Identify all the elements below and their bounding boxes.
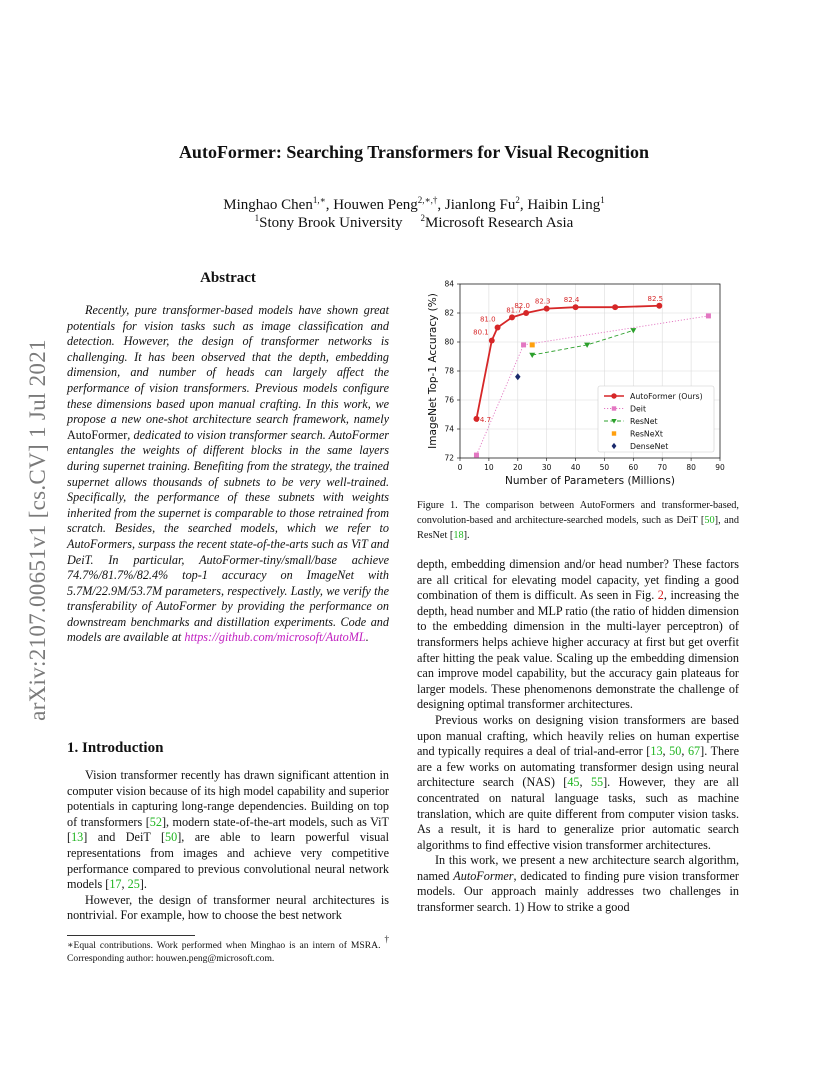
x-tick-label: 40 bbox=[570, 463, 581, 472]
legend-label-resnext: ResNeXt bbox=[630, 429, 663, 439]
x-tick-label: 60 bbox=[628, 463, 639, 472]
citation-link[interactable]: 67 bbox=[687, 744, 701, 759]
abstract-heading: Abstract bbox=[200, 270, 256, 286]
x-tick-label: 90 bbox=[715, 463, 725, 472]
paragraph: depth, embedding dimension and/or head number? These factors are all critical for elevating model capacity, yet finding a good combination of them is difficult. As seen in Fig. 2, increasing the depth, head number and MLP ratio (the ratio of hidden dimension to the embedding dimension in the multi-layer perceptron) of transformers helps achieve higher accuracy at first but get overfit after hitting the peak value. Scaling up the embedding dimension can improve model capability, but the accuracy gain plateaus for larger models. These phenomenons demonstrate the challenge of designing optimal transformer architectures. bbox=[417, 557, 739, 712]
citation-link[interactable]: 55 bbox=[590, 775, 604, 790]
y-tick-label: 78 bbox=[444, 366, 454, 376]
paragraph: Vision transformer recently has drawn significant attention in computer vision because of its high model capability and superior potentials in capturing long-range dependencies. Building on top of transformers [52], modern state-of-the-art models, such as ViT [13] and DeiT [50], are able to learn powerful visual representations from images and achieve very competitive performance compared to previous convolutional neural network models [17, 25]. bbox=[67, 768, 389, 892]
author-name: , Haibin Ling bbox=[519, 197, 601, 213]
arxiv-identifier-text: arXiv:2107.00651v1 [cs.CV] 1 Jul 2021 bbox=[25, 339, 51, 721]
data-label: 82.0 bbox=[514, 302, 530, 310]
deit-point bbox=[521, 342, 526, 347]
y-tick-label: 82 bbox=[444, 308, 454, 318]
affiliation-name: Microsoft Research Asia bbox=[425, 215, 574, 231]
paper-title: AutoFormer: Searching Transformers for Visual Recognition bbox=[178, 142, 650, 162]
paragraph: Previous works on designing vision transformers are based upon manual crafting, which heavily relies on human expertise and typically requires a deal of trial-and-error [13, 50, 67]. There are a few works on automating transformer design using neural architecture search (NAS) [45, 55]. However, they are all concentrated on natural language tasks, such as machine translation, which are quite different from computer vision tasks. As a result, it is hard to generalize prior automatic search algorithms to find effective vision transformer architectures. bbox=[417, 712, 740, 852]
citation-link[interactable]: 50 bbox=[669, 744, 682, 759]
autoformer-ours-point bbox=[489, 338, 495, 344]
abstract-text: , dedicated to vision transformer search. AutoFormer entangles the weights of different blocks in the same layers during supernet training. Benefiting from the strategy, the trained supernet allows thousands of subnets to be very well-trained. Specifically, the performance of these subnets with weights inherited from the supernet is comparable to those retrained from scratch. Besides, the searched models, which we refer to AutoFormers, surpass the recent state-of-the-arts such as ViT and DeiT. In particular, AutoFormer-tiny/small/base achieve 74.7%/81.7%/82.4% top-1 accuracy on ImageNet with 5.7M/22.9M/53.7M parameters, respectively. Lastly, we verify the transferability of AutoFormer by providing the performance on downstream benchmarks and distillation experiments. Code and models are available at bbox=[67, 427, 389, 645]
affiliation-mark: 1 bbox=[254, 213, 260, 223]
affiliation-name: Stony Brook University bbox=[259, 215, 403, 231]
data-label: 80.1 bbox=[473, 328, 489, 337]
y-tick-label: 72 bbox=[444, 453, 454, 463]
autoformer-ours-point bbox=[523, 310, 529, 316]
citation-link[interactable]: 13 bbox=[650, 744, 663, 759]
data-label: 82.3 bbox=[534, 297, 551, 306]
y-axis-label: ImageNet Top-1 Accuracy (%) bbox=[427, 293, 439, 449]
data-label: 81.7 bbox=[506, 306, 522, 315]
resnet-point bbox=[630, 328, 636, 333]
author-name: Minghao Chen bbox=[223, 197, 313, 213]
x-axis-label: Number of Parameters (Millions) bbox=[505, 475, 675, 487]
figure-1-caption: Figure 1. The comparison between AutoFormers and transformer-based, convolution-based and architecture-searched models, such as DeiT [50], and ResNet [18]. bbox=[417, 500, 740, 541]
paragraph: In this work, we present a new architecture search algorithm, named AutoFormer, dedicated to finding pure vision transformer models. Our approach mainly addresses two challenges in transformer search. 1) How to strike a good bbox=[417, 853, 739, 915]
introduction-body bbox=[67, 768, 389, 924]
section-heading-introduction: 1. Introduction bbox=[67, 740, 164, 756]
author-affiliation-mark: 1,∗ bbox=[312, 195, 326, 205]
author-name: , Houwen Peng bbox=[325, 197, 418, 213]
affiliation-mark: 2 bbox=[420, 213, 426, 223]
author-affiliation-mark: 2,∗,† bbox=[417, 195, 438, 205]
citation-link[interactable]: 45 bbox=[567, 775, 580, 790]
autoformer-ours-point bbox=[573, 304, 579, 310]
densenet-point bbox=[515, 373, 521, 380]
autoformer-ours-point bbox=[509, 314, 515, 320]
x-tick-label: 30 bbox=[541, 463, 552, 472]
abstract-method-name: AutoFormer bbox=[67, 427, 128, 442]
footnote: ∗Equal contributions. Work performed when Minghao is an intern of MSRA. † Corresponding author: houwen.peng@microsoft.com. bbox=[67, 934, 389, 964]
legend-label-autoformer-ours: AutoFormer (Ours) bbox=[630, 392, 703, 401]
x-tick-label: 50 bbox=[599, 463, 610, 472]
deit-point bbox=[706, 313, 711, 318]
author-affiliation-mark: 1 bbox=[600, 195, 605, 205]
citation-link[interactable]: 18 bbox=[453, 530, 464, 541]
author-name: , Jianlong Fu bbox=[437, 197, 516, 213]
y-tick-label: 74 bbox=[444, 424, 454, 434]
arxiv-identifier bbox=[18, 300, 58, 760]
x-tick-label: 0 bbox=[457, 463, 463, 472]
citation-link[interactable]: 13 bbox=[71, 830, 84, 845]
author-list bbox=[0, 196, 828, 214]
accuracy-vs-params-chart bbox=[420, 276, 740, 488]
y-tick-label: 80 bbox=[444, 337, 454, 347]
figure-1-chart bbox=[420, 276, 740, 488]
affiliation-list bbox=[0, 214, 828, 232]
legend-marker-deit bbox=[612, 406, 616, 410]
autoformer-ours-point bbox=[495, 325, 501, 331]
data-label: 82.5 bbox=[647, 294, 664, 303]
abstract-body bbox=[67, 303, 389, 646]
deit-point bbox=[474, 453, 479, 458]
legend-label-densenet: DenseNet bbox=[630, 442, 669, 451]
author-affiliation-mark: 2 bbox=[515, 195, 520, 205]
autoformer-ours-point bbox=[612, 304, 618, 310]
figure-link[interactable]: 2 bbox=[657, 588, 664, 603]
data-label: 74.7 bbox=[475, 415, 492, 424]
data-label: 81.0 bbox=[479, 315, 496, 324]
citation-link[interactable]: 25 bbox=[127, 877, 140, 892]
paragraph: However, the design of transformer neural architectures is nontrivial. For example, how to choose the best network bbox=[67, 892, 389, 923]
legend-label-deit: Deit bbox=[630, 404, 647, 414]
legend-marker-resnext bbox=[612, 431, 616, 435]
y-tick-label: 84 bbox=[444, 279, 454, 289]
resnext-point bbox=[530, 342, 535, 347]
citation-link[interactable]: 17 bbox=[109, 877, 122, 892]
citation-link[interactable]: 50 bbox=[165, 830, 178, 845]
footnote-rule bbox=[67, 935, 195, 936]
y-tick-label: 76 bbox=[444, 395, 454, 405]
resnet-point bbox=[529, 353, 535, 358]
x-tick-label: 80 bbox=[686, 463, 696, 472]
right-column-body bbox=[417, 557, 739, 916]
autoformer-ours-point bbox=[656, 303, 662, 309]
legend-marker-autoformer-ours bbox=[611, 393, 616, 398]
code-link[interactable]: https://github.com/microsoft/AutoML bbox=[184, 630, 366, 645]
abstract-text: . bbox=[365, 630, 369, 645]
data-label: 82.4 bbox=[563, 296, 580, 305]
autoformer-ours-point bbox=[544, 306, 550, 312]
x-tick-label: 20 bbox=[513, 463, 523, 472]
citation-link[interactable]: 52 bbox=[149, 814, 162, 829]
legend-label-resnet: ResNet bbox=[630, 417, 658, 426]
resnet-line bbox=[532, 330, 633, 355]
x-tick-label: 10 bbox=[484, 463, 494, 472]
citation-link[interactable]: 50 bbox=[704, 515, 715, 526]
x-tick-label: 70 bbox=[657, 463, 667, 472]
abstract-text: Recently, pure transformer-based models have shown great potentials for vision tasks such as image classification and detection. However, the design of transformer networks is challenging. It has been observed that the depth, embedding dimension, and number of heads can largely affect the performance of vision transformers. Previous models configure these dimensions based upon manual crafting. In this work, we propose a new one-shot architecture search framework, namely bbox=[67, 303, 389, 427]
